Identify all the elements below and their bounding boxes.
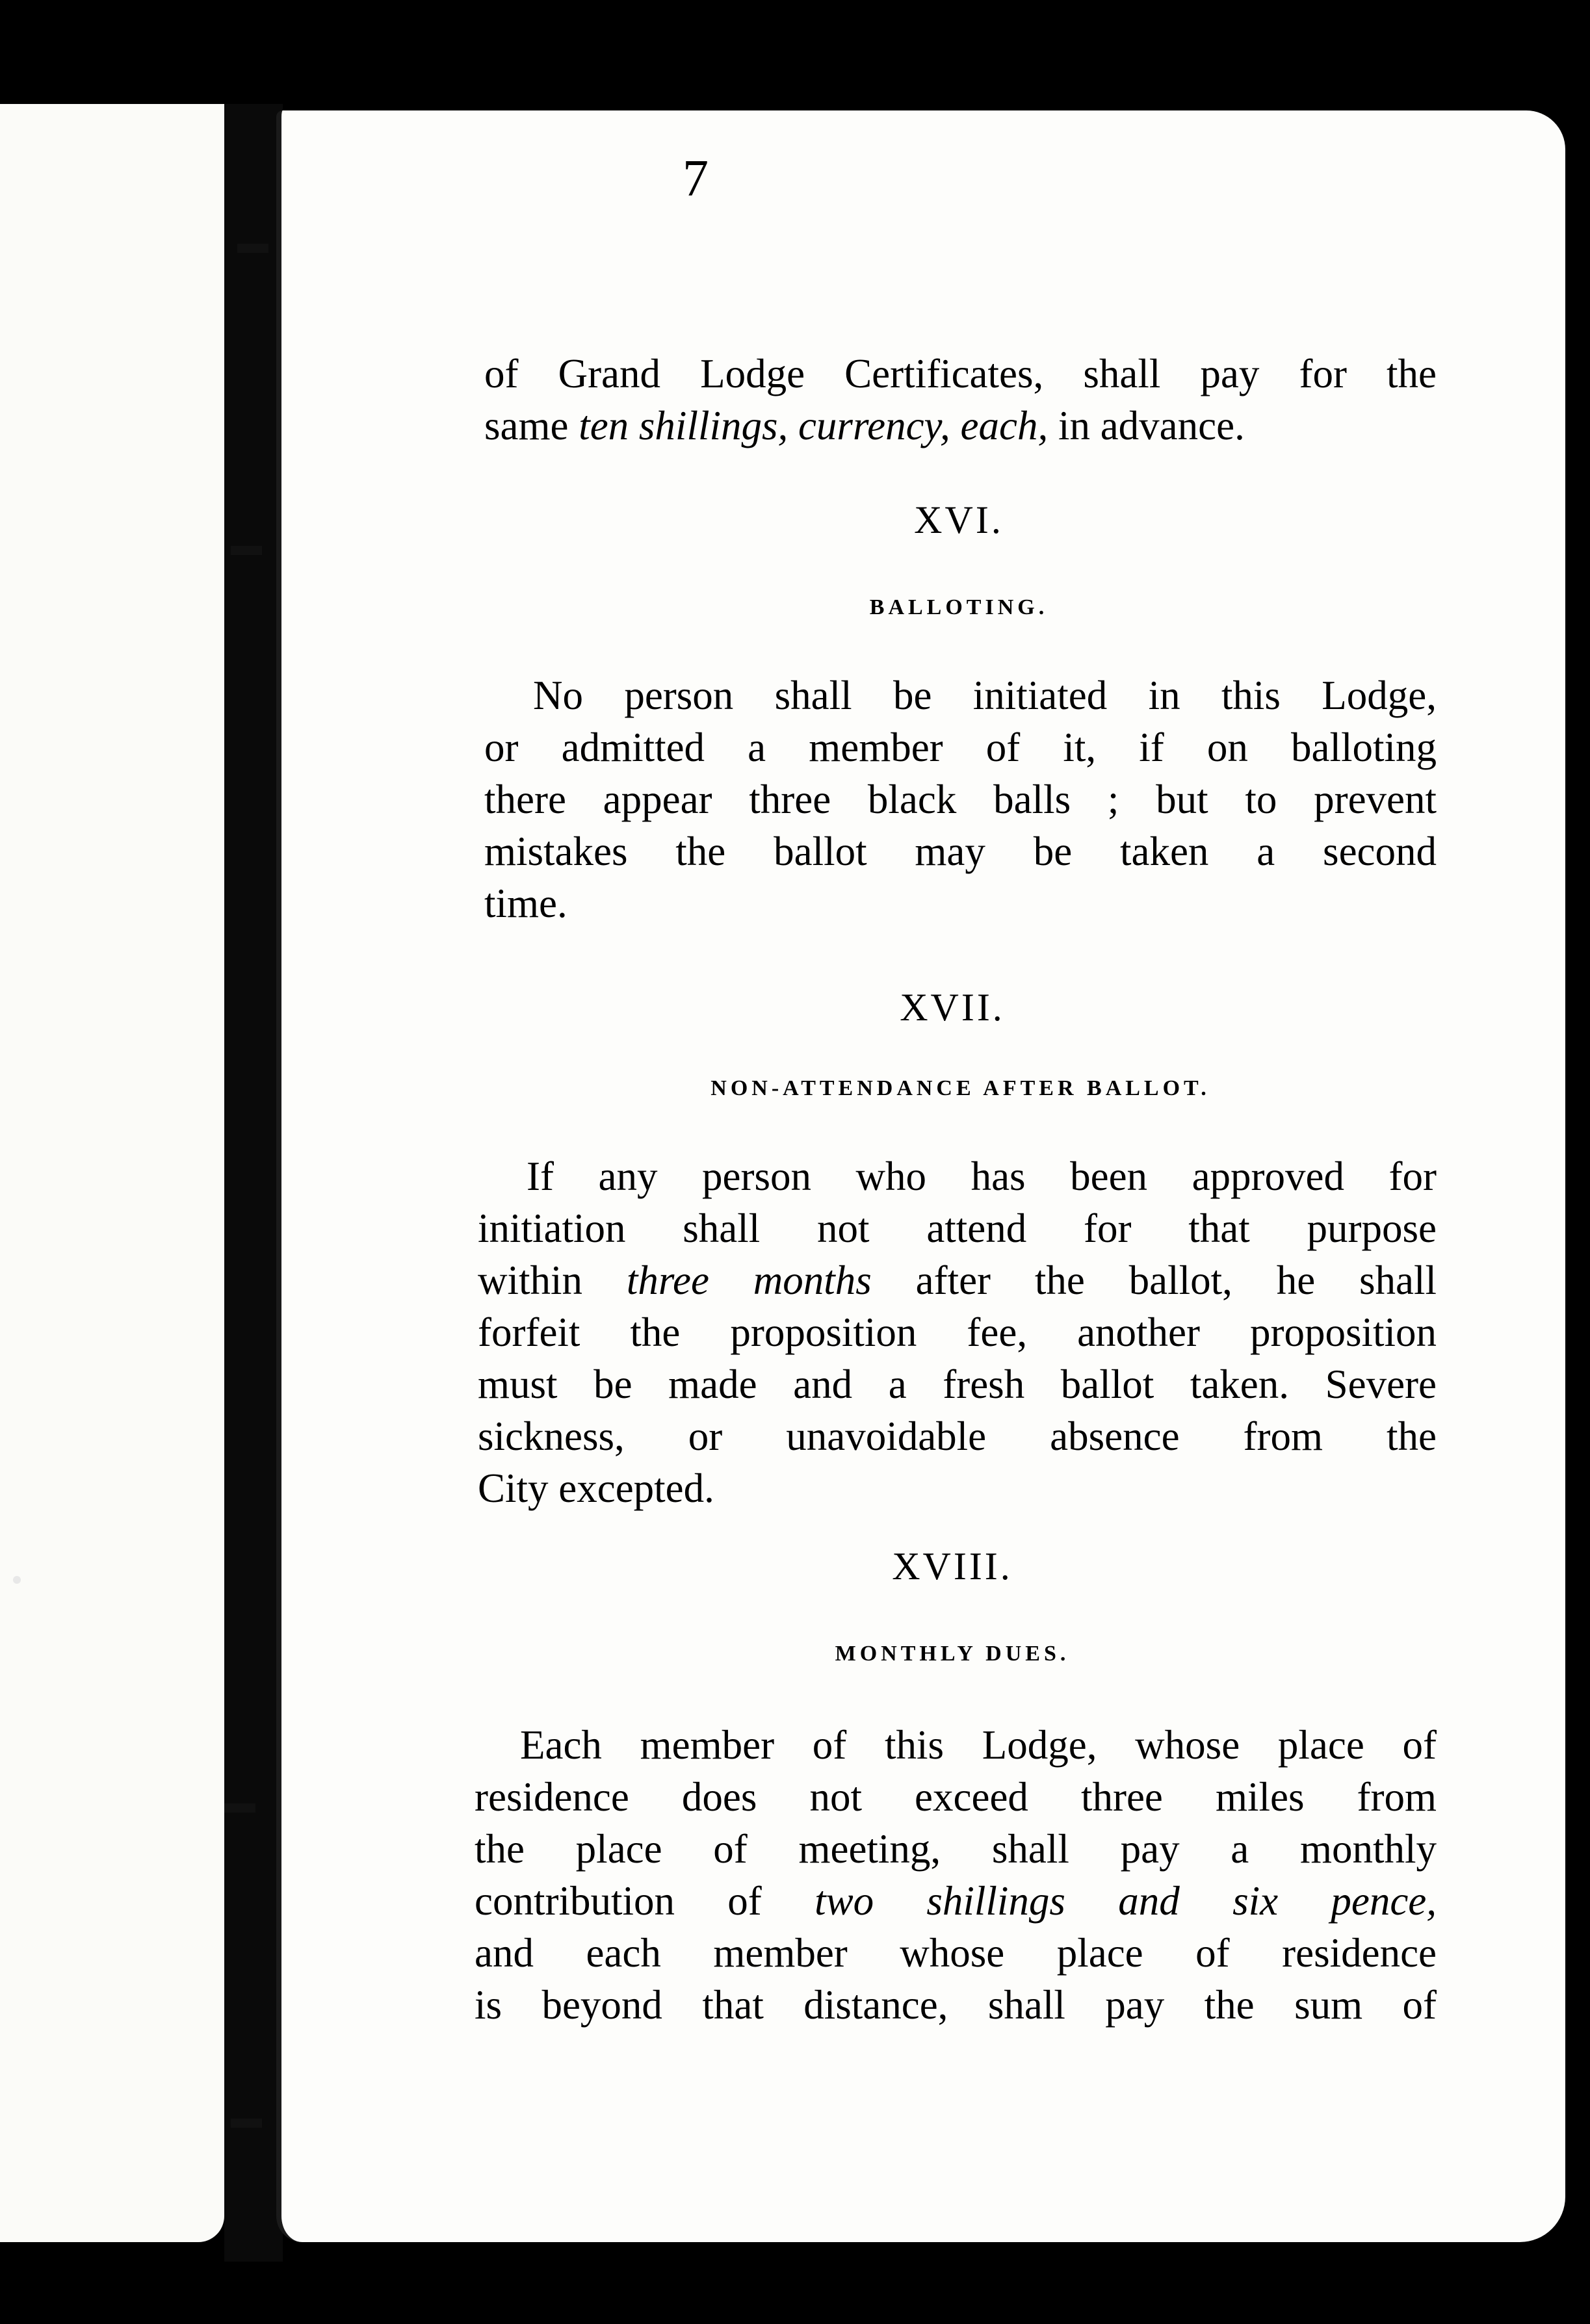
- section-heading: MONTHLY DUES.: [835, 1642, 1070, 1666]
- body-line: must be made and a fresh ballot taken. Severe: [478, 1362, 1437, 1407]
- body-text: within: [478, 1258, 627, 1303]
- body-line: initiation shall not attend for that purpose: [478, 1206, 1437, 1251]
- italic-text: ten shillings, currency, each,: [579, 403, 1049, 448]
- body-line: residence does not exceed three miles from: [475, 1774, 1437, 1820]
- section-numeral: XVI.: [914, 498, 1004, 541]
- book-gutter: [224, 104, 283, 2262]
- binding-stitch: [231, 546, 262, 555]
- binding-stitch: [237, 244, 268, 253]
- section-numeral: XVII.: [900, 986, 1005, 1029]
- body-line: [484, 400, 1437, 452]
- body-text: after the ballot, he shall: [871, 1258, 1437, 1303]
- binding-stitch: [231, 2119, 262, 2128]
- body-line: the place of meeting, shall pay a monthly: [475, 1826, 1437, 1872]
- section-heading: NON-ATTENDANCE AFTER BALLOT.: [710, 1076, 1210, 1100]
- body-line: is beyond that distance, shall pay the sum of: [475, 1982, 1437, 2028]
- body-line: mistakes the ballot may be taken a second: [484, 829, 1437, 874]
- body-line: City excepted.: [478, 1465, 714, 1511]
- italic-text: two shillings and six pence,: [815, 1878, 1437, 1924]
- body-line: and each member whose place of residence: [475, 1930, 1437, 1976]
- body-line: [478, 1254, 1437, 1306]
- body-line: time.: [484, 881, 567, 926]
- body-text: in advance.: [1048, 403, 1245, 448]
- body-line: or admitted a member of it, if on balloting: [484, 725, 1437, 770]
- page-number: 7: [683, 150, 709, 207]
- left-page: [0, 104, 224, 2242]
- body-line: [475, 1875, 1437, 1927]
- body-line: there appear three black balls ; but to prevent: [484, 777, 1437, 822]
- body-text: contribution of: [475, 1878, 815, 1924]
- section-heading: BALLOTING.: [869, 595, 1049, 619]
- body-line: No person shall be initiated in this Lodge,: [533, 673, 1437, 718]
- body-line: forfeit the proposition fee, another proposition: [478, 1310, 1437, 1355]
- body-line: Each member of this Lodge, whose place of: [520, 1722, 1437, 1768]
- stray-mark: [13, 1576, 21, 1584]
- binding-stitch: [224, 1803, 255, 1813]
- body-line: of Grand Lodge Certificates, shall pay for the: [484, 351, 1437, 396]
- section-numeral: XVIII.: [892, 1545, 1013, 1588]
- body-line: sickness, or unavoidable absence from the: [478, 1414, 1437, 1459]
- body-line: If any person who has been approved for: [527, 1154, 1437, 1199]
- body-text: same: [484, 403, 579, 448]
- italic-text: three months: [626, 1258, 872, 1303]
